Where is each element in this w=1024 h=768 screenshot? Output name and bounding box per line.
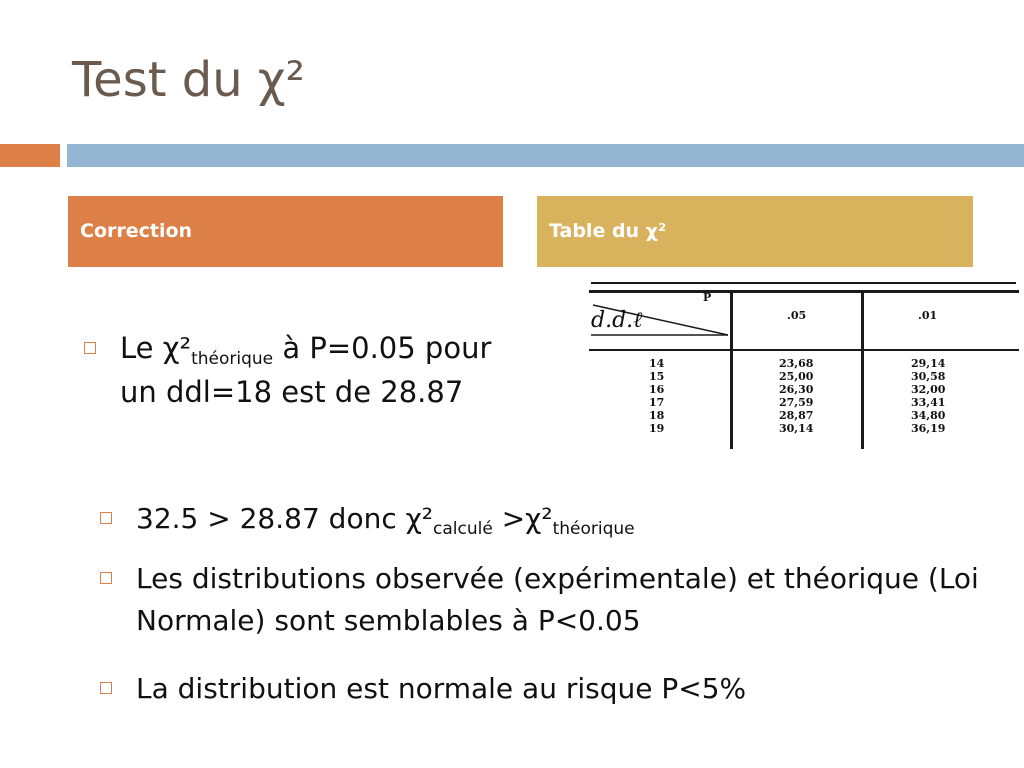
col-header-05: .05 — [787, 309, 807, 322]
table-cell: 27,59 — [779, 396, 814, 409]
col-header-01: .01 — [918, 309, 938, 322]
p01-column — [911, 357, 945, 435]
ddl-label: d.d.ℓ — [591, 308, 643, 333]
table-cell: 17 — [649, 396, 665, 409]
table-cell: 25,00 — [779, 370, 814, 383]
bullet-text-part: >χ² — [492, 502, 553, 535]
bullet-text-part: à P=0.05 pour un ddl=18 est de 28.87 — [120, 331, 492, 409]
table-cell: 26,30 — [779, 383, 814, 396]
bullet-subscript: théorique — [552, 519, 635, 539]
table-cell: 23,68 — [779, 357, 814, 370]
bullet-text-part: Le χ² — [120, 331, 192, 365]
bullet-comparison — [100, 498, 1000, 540]
table-cell: 18 — [649, 409, 665, 422]
bullet-theoretical-value — [84, 326, 504, 414]
table-cell: 14 — [649, 357, 665, 370]
table-cell: 30,14 — [779, 422, 814, 435]
bullet-square-icon — [100, 512, 112, 524]
bullet-subscript: calculé — [433, 519, 493, 539]
p-label: P — [703, 291, 712, 304]
table-cell: 15 — [649, 370, 665, 383]
chi2-table-scan — [583, 277, 1024, 449]
header-correction: Correction — [68, 196, 503, 267]
table-cell: 16 — [649, 383, 665, 396]
bullet-text-part: 32.5 > 28.87 donc χ² — [136, 502, 434, 535]
table-cell: 32,00 — [911, 383, 946, 396]
table-vline — [861, 291, 864, 449]
bullet-text — [84, 326, 504, 414]
table-cell: 36,19 — [911, 422, 946, 435]
bullet-subscript: théorique — [191, 349, 274, 369]
bullet-text: La distribution est normale au risque P<5% — [136, 672, 747, 705]
table-vline — [730, 291, 733, 449]
bullet-text: Les distributions observée (expérimentale) et théorique (Loi Normale) sont semblables à P<0.05 — [136, 562, 979, 637]
bullet-distributions — [100, 558, 1000, 642]
ddl-column — [649, 357, 664, 435]
bullet-text — [100, 498, 1000, 540]
accent-bar-blue — [67, 144, 1024, 167]
table-cell: 28,87 — [779, 409, 814, 422]
bullet-square-icon — [100, 682, 112, 694]
table-cell: 34,80 — [911, 409, 946, 422]
bullet-conclusion — [100, 668, 1000, 710]
table-cell: 29,14 — [911, 357, 946, 370]
table-cell: 19 — [649, 422, 665, 435]
bullet-square-icon — [100, 572, 112, 584]
slide-title: Test du χ² — [72, 52, 305, 108]
table-cell: 30,58 — [911, 370, 946, 383]
header-table-chi2: Table du χ² — [537, 196, 973, 267]
table-cell: 33,41 — [911, 396, 946, 409]
accent-bar-orange — [0, 144, 60, 167]
bullet-square-icon — [84, 342, 96, 354]
p05-column — [779, 357, 813, 435]
